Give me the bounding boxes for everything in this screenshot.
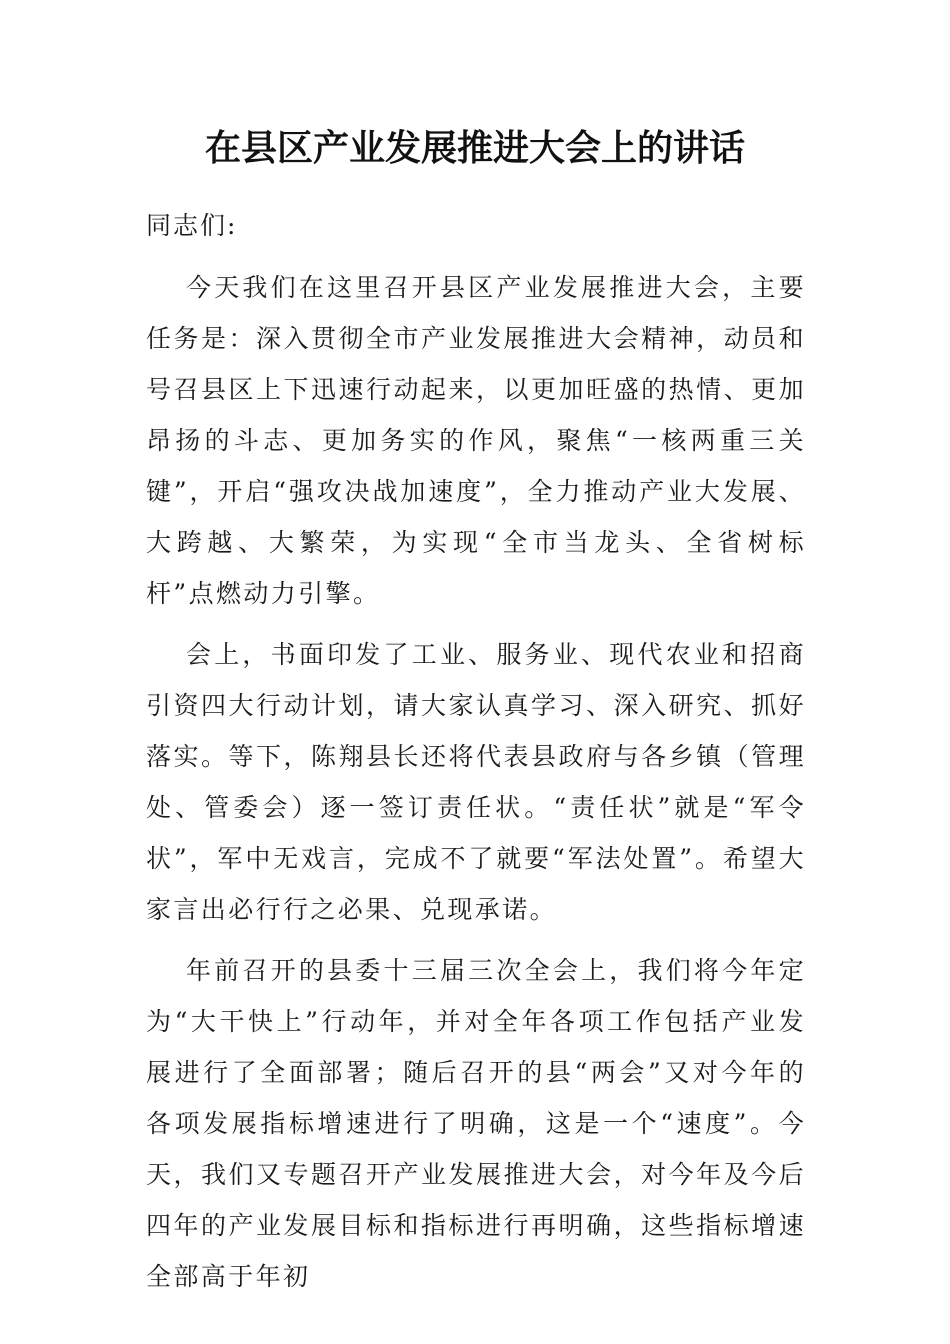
paragraph-1: 今天我们在这里召开县区产业发展推进大会，主要任务是：深入贯彻全市产业发展推进大会精神，动员和号召县区上下迅速行动起来，以更加旺盛的热情、更加昂扬的斗志、更加务实的作风，聚焦“一核两重三关键”，开启“强攻决战加速度”，全力推动产业大发展、大跨越、大繁荣，为实现“全市当龙头、全省树标杆”点燃动力引擎。 <box>146 273 806 608</box>
paragraph-3: 年前召开的县委十三届三次全会上，我们将今年定为“大干快上”行动年，并对全年各项工作包括产业发展进行了全面部署；随后召开的县“两会”又对今年的各项发展指标增速进行了明确，这是一个“速度”。今天，我们又专题召开产业发展推进大会，对今年及今后四年的产业发展目标和指标进行再明确，这些指标增速全部高于年初 <box>146 956 806 1291</box>
document-body <box>146 262 806 1312</box>
paragraph-2: 会上，书面印发了工业、服务业、现代农业和招商引资四大行动计划，请大家认真学习、深入研究、抓好落实。等下，陈翔县长还将代表县政府与各乡镇（管理处、管委会）逐一签订责任状。“责任状”就是“军令状”，军中无戏言，完成不了就要“军法处置”。希望大家言出必行行之必果、兑现承诺。 <box>146 640 806 924</box>
document-title: 在县区产业发展推进大会上的讲话 <box>204 127 745 169</box>
salutation: 同志们: <box>146 211 238 240</box>
